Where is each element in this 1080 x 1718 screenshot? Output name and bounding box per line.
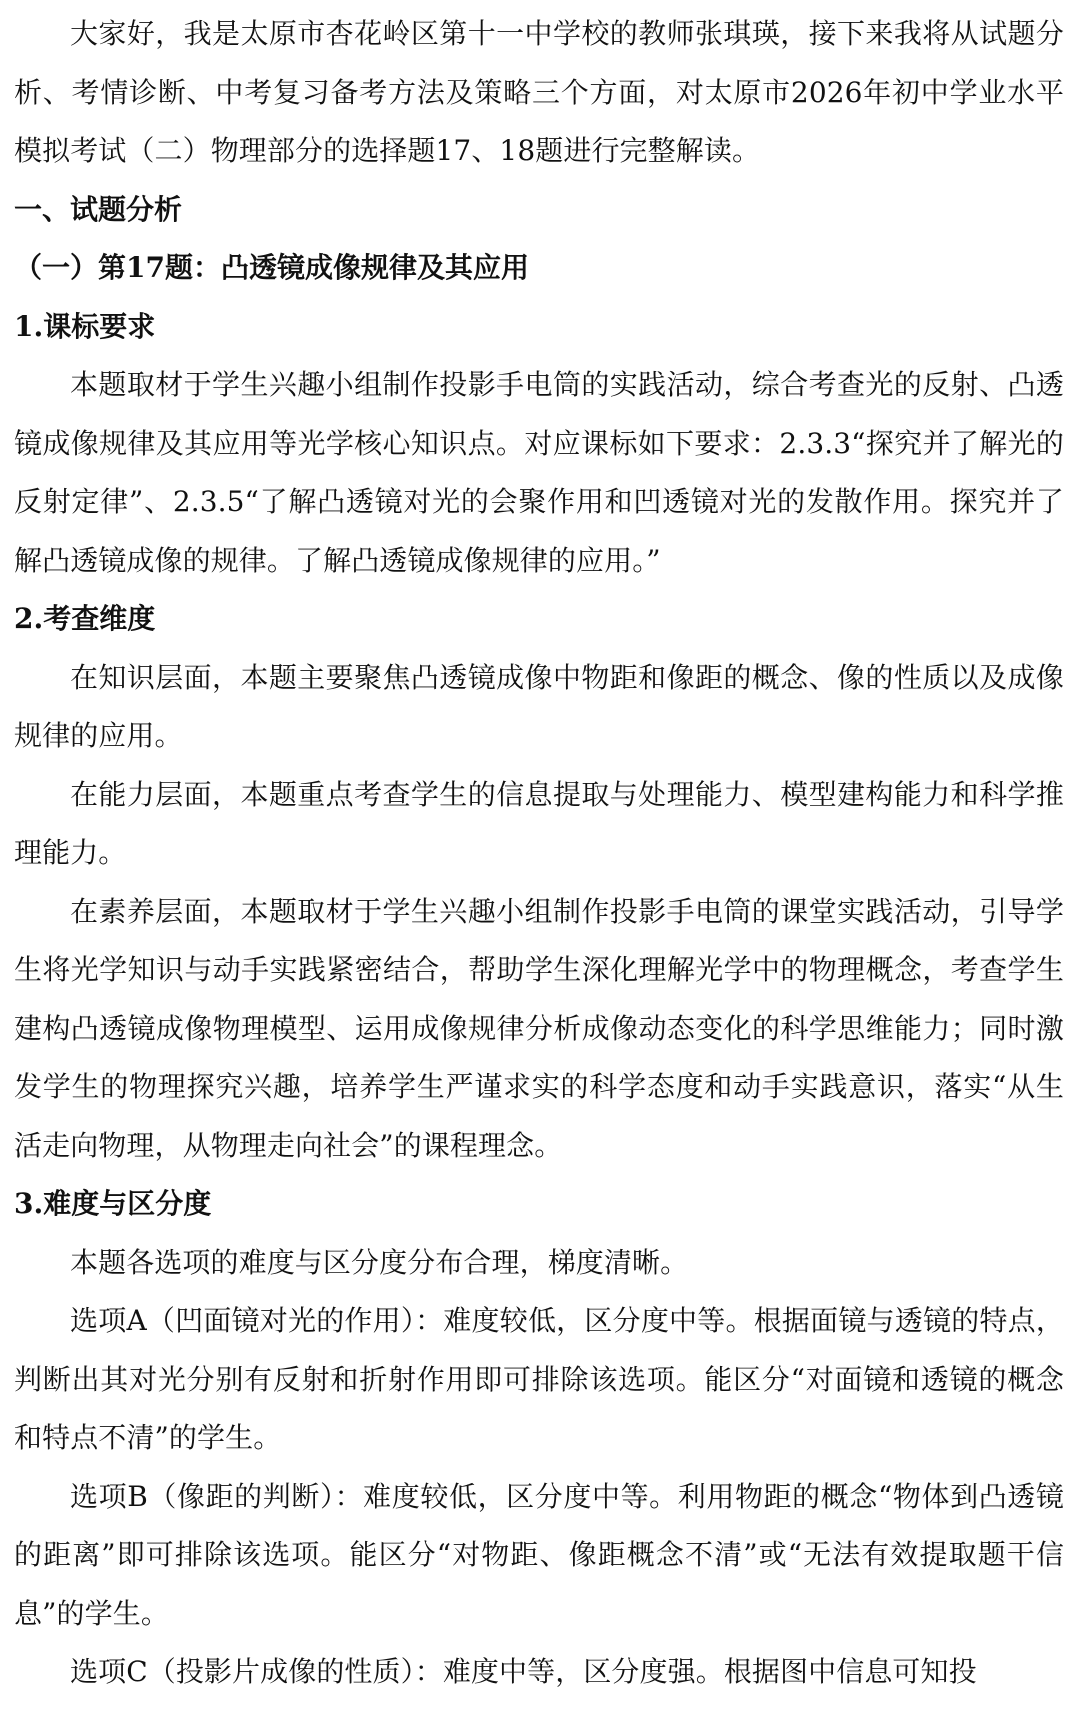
section-heading-test-analysis: 一、试题分析 bbox=[14, 192, 183, 226]
heading-difficulty-discrimination: 3.难度与区分度 bbox=[14, 1187, 212, 1220]
subsection-heading-question-17: （一）第17题：凸透镜成像规律及其应用 bbox=[14, 251, 529, 284]
option-a-paragraph: 选项A（凹面镜对光的作用）：难度较低，区分度中等。根据面镜与透镜的特点，判断出其对光分别有反射和折射作用即可排除该选项。能区分“对面镜和透镜的概念和特点不清”的学生。 bbox=[14, 1304, 1064, 1454]
intro-paragraph: 大家好，我是太原市杏花岭区第十一中学校的教师张琪瑛，接下来我将从试题分析、考情诊断、中考复习备考方法及策略三个方面，对太原市2026年初中学业水平模拟考试（二）物理部分的选择题17、18题进行完整解读。 bbox=[14, 17, 1064, 167]
heading-assessment-dimensions: 2.考查维度 bbox=[14, 602, 156, 635]
heading-curriculum-requirements: 1.课标要求 bbox=[14, 309, 156, 343]
difficulty-paragraph: 本题各选项的难度与区分度分布合理，梯度清晰。 bbox=[70, 1245, 689, 1279]
ability-paragraph: 在能力层面，本题重点考查学生的信息提取与处理能力、模型建构能力和科学推理能力。 bbox=[14, 777, 1064, 869]
knowledge-paragraph: 在知识层面，本题主要聚焦凸透镜成像中物距和像距的概念、像的性质以及成像规律的应用。 bbox=[14, 660, 1064, 752]
document-page bbox=[14, 0, 1064, 1702]
literacy-paragraph: 在素养层面，本题取材于学生兴趣小组制作投影手电筒的课堂实践活动，引导学生将光学知识与动手实践紧密结合，帮助学生深化理解光学中的物理概念，考查学生建构凸透镜成像物理模型、运用成像规律分析成像动态变化的科学思维能力；同时激发学生的物理探究兴趣，培养学生严谨求实的科学态度和动手实践意识，落实“从生活走向物理，从物理走向社会”的课程理念。 bbox=[14, 894, 1064, 1162]
option-c-paragraph: 选项C（投影片成像的性质）：难度中等，区分度强。根据图中信息可知投 bbox=[70, 1655, 977, 1688]
curriculum-paragraph: 本题取材于学生兴趣小组制作投影手电筒的实践活动，综合考查光的反射、凸透镜成像规律及其应用等光学核心知识点。对应课标如下要求：2.3.3“探究并了解光的反射定律”、2.3.5“了解凸透镜对光的会聚作用和凹透镜对光的发散作用。探究并了解凸透镜成像的规律。了解凸透镜成像规律的应用。” bbox=[14, 368, 1064, 577]
option-b-paragraph: 选项B（像距的判断）：难度较低，区分度中等。利用物距的概念“物体到凸透镜的距离”即可排除该选项。能区分“对物距、像距概念不清”或“无法有效提取题干信息”的学生。 bbox=[14, 1479, 1064, 1630]
